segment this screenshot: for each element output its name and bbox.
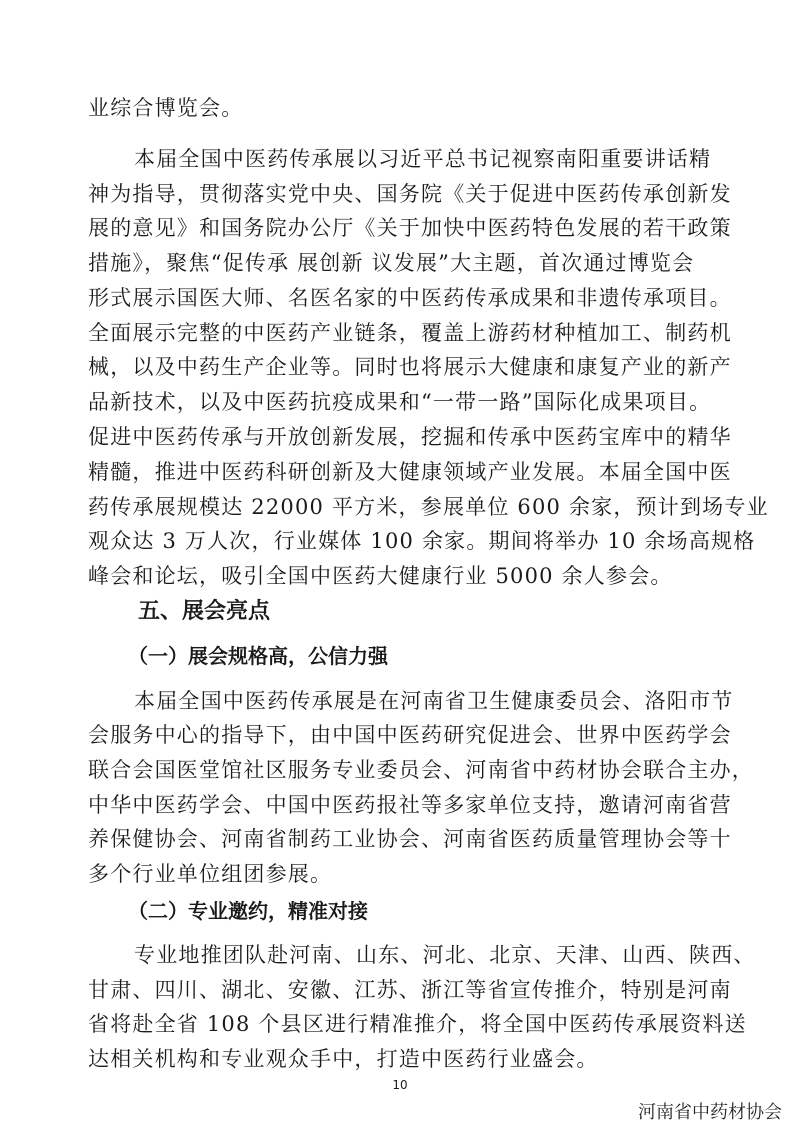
footer-organization: 河南省中药材协会: [638, 1102, 782, 1123]
paragraph-line: 本届全国中医药传承展以习近平总书记视察南阳重要讲话精: [134, 147, 712, 171]
paragraph-line: 会服务中心的指导下，由中国中医药研究促进会、世界中医药学会: [88, 723, 732, 747]
paragraph-line: 达相关机构和专业观众手中，打造中医药行业盛会。: [88, 1047, 599, 1071]
paragraph-line: 精髓，推进中医药科研创新及大健康领域产业发展。本届全国中医: [88, 460, 732, 484]
paragraph-line: 械，以及中药生产企业等。同时也将展示大健康和康复产业的新产: [88, 355, 732, 379]
paragraph-line: 品新技术，以及中医药抗疫成果和“一带一路”国际化成果项目。: [88, 390, 712, 414]
paragraph-line: 观众达 3 万人次，行业媒体 100 余家。期间将举办 10 余场高规格: [88, 529, 756, 553]
paragraph-line: 措施》，聚焦“促传承 展创新 议发展”大主题，首次通过博览会: [88, 251, 695, 275]
paragraph-line: 本届全国中医药传承展是在河南省卫生健康委员会、洛阳市节: [134, 689, 734, 713]
paragraph-line: 促进中医药传承与开放创新发展，挖掘和传承中医药宝库中的精华: [88, 425, 732, 449]
paragraph-line: 神为指导，贯彻落实党中央、国务院《关于促进中医药传承创新发: [88, 182, 732, 206]
paragraph-line: 药传承展规模达 22000 平方米，参展单位 600 余家，预计到场专业: [88, 495, 769, 519]
subsection-heading: （一）展会规格高，公信力强: [128, 644, 388, 668]
paragraph-line: 展的意见》和国务院办公厅《关于加快中医药特色发展的若干政策: [88, 216, 732, 240]
paragraph-line: 甘肃、四川、湖北、安徽、江苏、浙江等省宣传推介，特别是河南: [88, 978, 732, 1002]
paragraph-line: 多个行业单位组团参展。: [88, 862, 333, 886]
paragraph-line: 专业地推团队赴河南、山东、河北、北京、天津、山西、陕西、: [134, 943, 756, 967]
page-number: 10: [392, 1078, 408, 1092]
paragraph-line: 全面展示完整的中医药产业链条，覆盖上游药材种植加工、制药机: [88, 321, 732, 345]
paragraph-line: 省将赴全省 108 个县区进行精准推介，将全国中医药传承展资料送: [88, 1012, 747, 1036]
paragraph-line: 形式展示国医大师、名医名家的中医药传承成果和非遗传承项目。: [88, 286, 732, 310]
paragraph-line: 中华中医药学会、中国中医药报社等多家单位支持，邀请河南省营: [88, 793, 732, 817]
paragraph-line: 联合会国医堂馆社区服务专业委员会、河南省中药材协会联合主办，: [88, 758, 754, 782]
paragraph-line: 业综合博览会。: [88, 96, 244, 120]
paragraph-line: 峰会和论坛，吸引全国中医药大健康行业 5000 余人参会。: [88, 564, 673, 588]
subsection-heading: （二）专业邀约，精准对接: [128, 899, 368, 923]
section-heading: 五、展会亮点: [138, 599, 271, 624]
paragraph-line: 养保健协会、河南省制药工业协会、河南省医药质量管理协会等十: [88, 827, 732, 851]
